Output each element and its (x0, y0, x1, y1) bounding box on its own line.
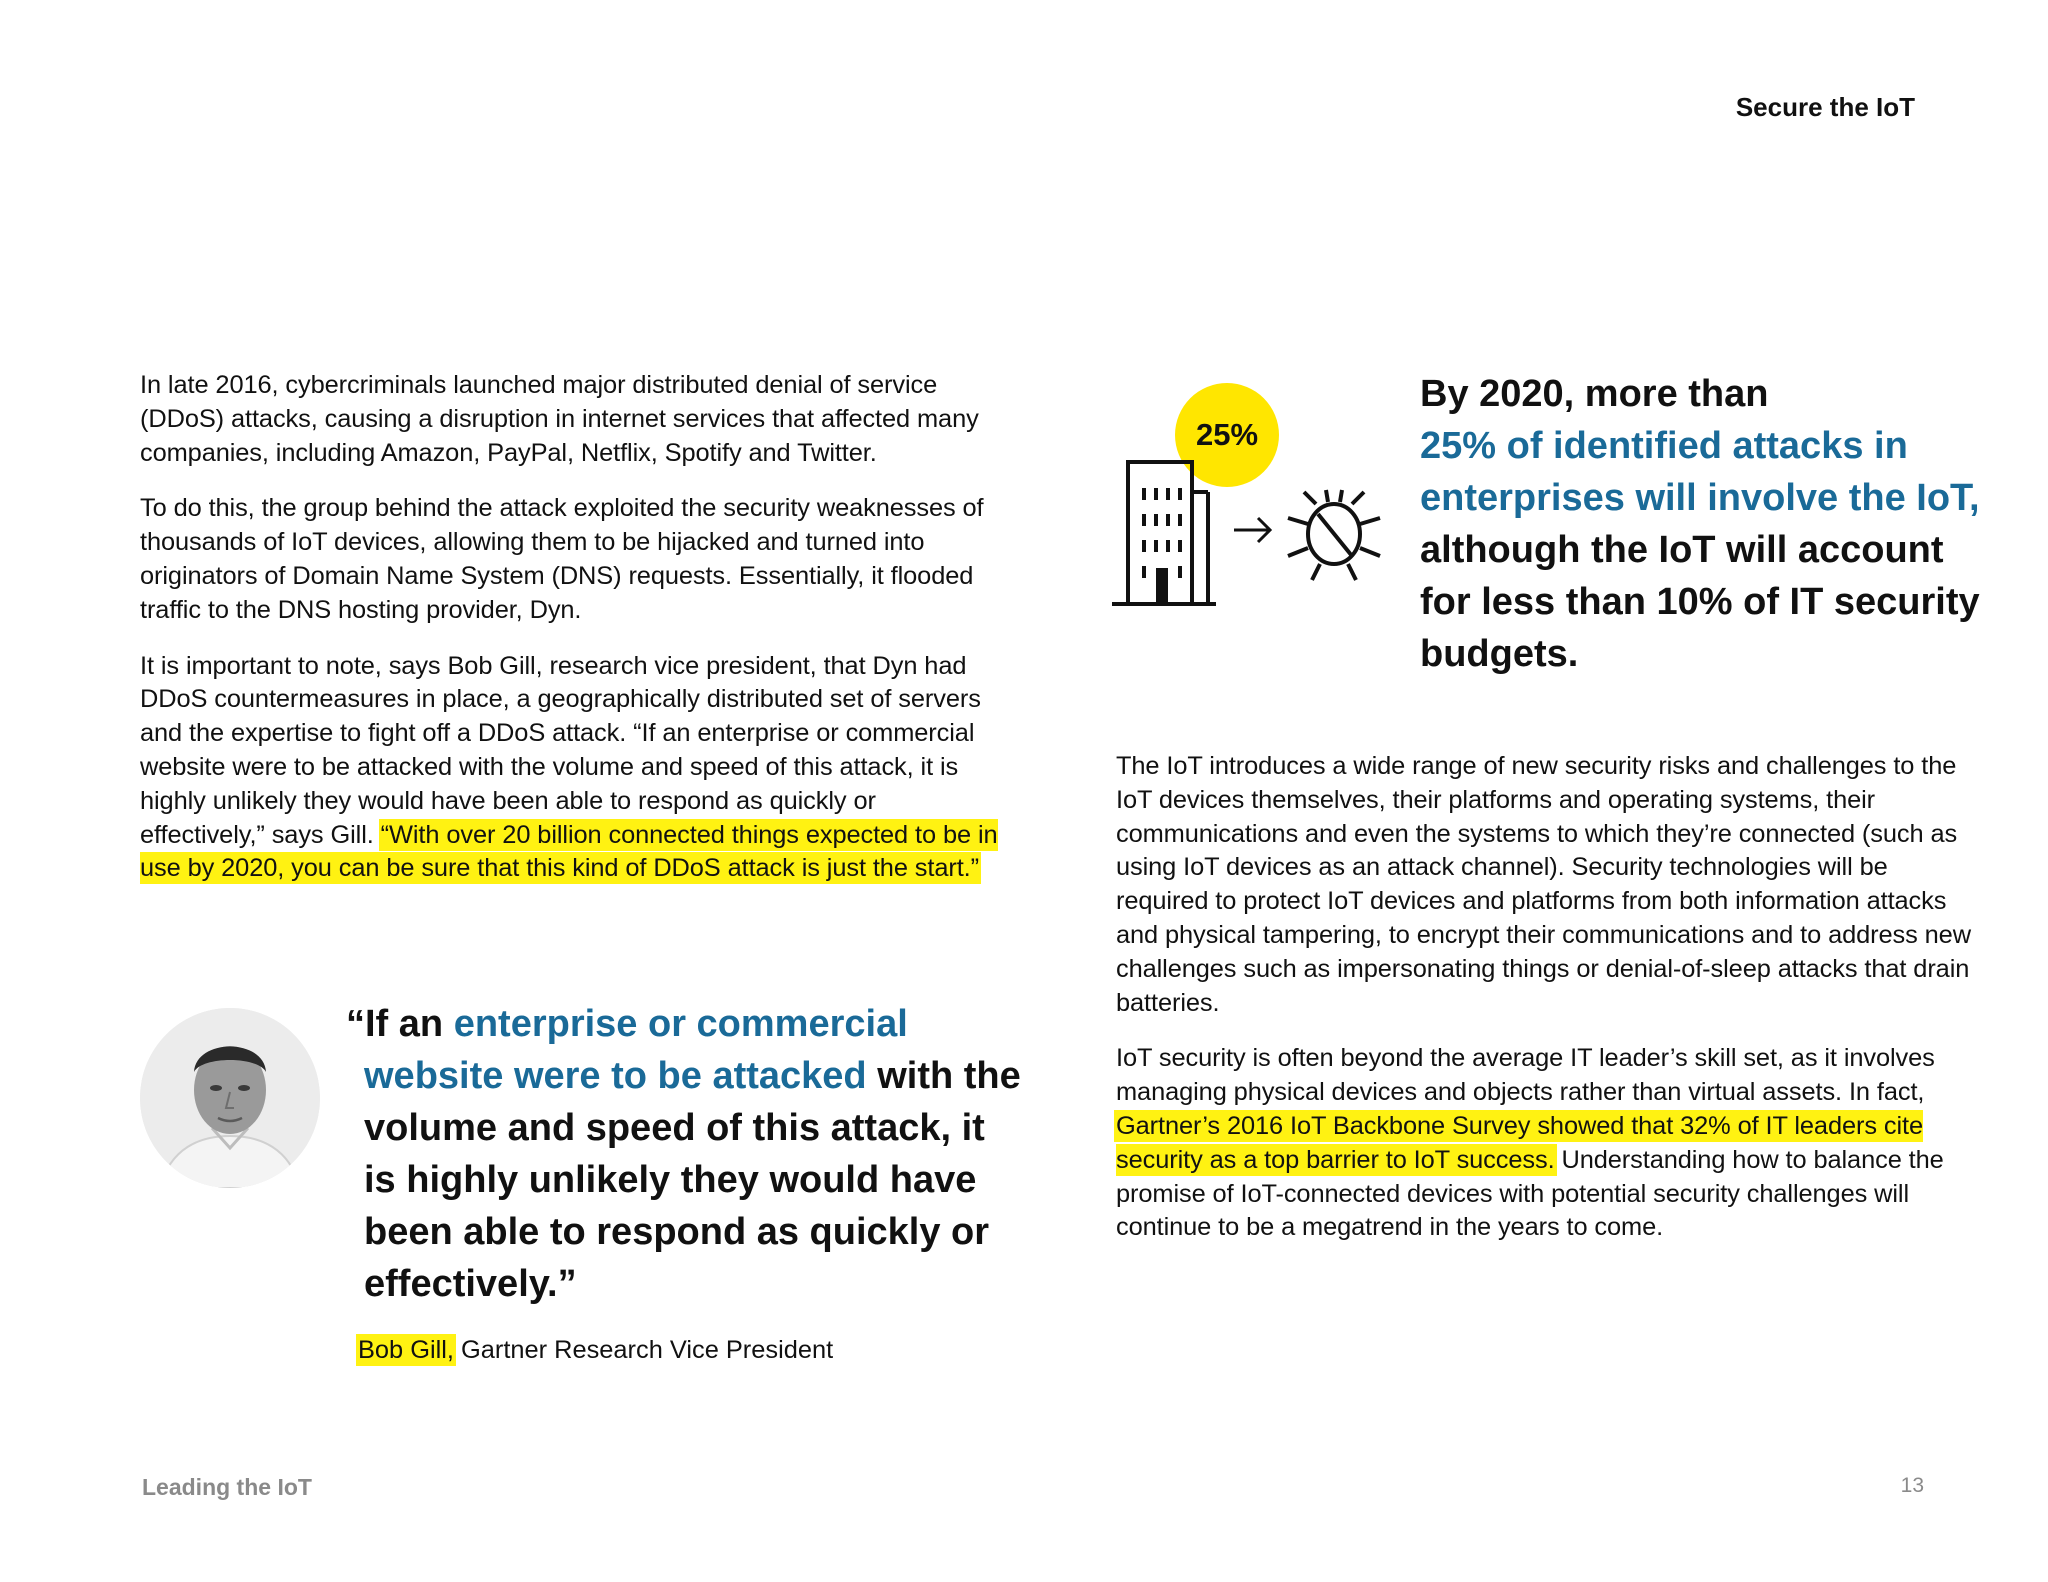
left-column (140, 369, 1000, 908)
stat-line-1: By 2020, more than (1420, 373, 1769, 415)
arrow-right-icon (1234, 518, 1270, 542)
avatar (140, 1008, 320, 1188)
highlighted-quote: “With over 20 billion connected things expected to be in use by 2020, you can be sure that this kind of DDoS attack is just the start.” (140, 820, 998, 883)
paragraph-iot-risks: The IoT introduces a wide range of new security risks and challenges to the IoT devices themselves, their platforms and operating systems, their communications and even the systems to which they’re connected (such as using IoT devices as an attack channel). Security technologies will be required to protect IoT devices and platforms from both information attacks and physical tampering, to encrypt their communications and to address new challenges such as impersonating things or denial-of-sleep attacks that drain batteries. (1116, 752, 1971, 1017)
page-number: 13 (1900, 1474, 1924, 1497)
stat-callout (1420, 368, 1980, 680)
paragraph-text-b: Understanding how to balance the promise of IoT-connected devices with potential security challenges will continue to be a megatrend in the years to come. (1116, 1145, 1944, 1242)
stat-rest-text: although the IoT will account for less than 10% of IT security budgets. (1420, 529, 1980, 675)
quote-attribution (358, 1336, 833, 1365)
paragraph-ddos-intro: In late 2016, cybercriminals launched major distributed denial of service (DDoS) attacks, causing a disruption in internet services that affected many companies, including Amazon, PayPal, Netflix, Spotify and Twitter. (140, 371, 979, 467)
attribution-role: Gartner Research Vice President (453, 1336, 834, 1364)
stat-badge-value: 25% (1195, 417, 1259, 452)
paragraph-text: It is important to note, says Bob Gill, research vice president, that Dyn had DDoS countermeasures in place, a geographically distributed set of servers and the expertise to fight off a DDoS attack. “If an enterprise or commercial website were to be attacked with the volume and speed of this attack, it is highly unlikely they would have been able to respond as quickly or effectively,” says Gill. (140, 651, 981, 849)
stat-blue-text: 25% of identified attacks in enterprises will involve the IoT, (1420, 425, 1980, 519)
quote-open: “If an (346, 1003, 454, 1045)
paragraph-text-a: IoT security is often beyond the average IT leader’s skill set, as it involves managing physical devices and objects rather than virtual assets. In fact, (1116, 1044, 1935, 1107)
bob-gill-portrait (140, 1008, 320, 1188)
paragraph-attack-method: To do this, the group behind the attack exploited the security weaknesses of thousands of IoT devices, allowing them to be hijacked and turned into originators of Domain Name System (DNS) requests. Essentially, it flooded traffic to the DNS hosting provider, Dyn. (140, 494, 984, 624)
quote-rest: with the volume and speed of this attack, it is highly unlikely they would have been able to respond as quickly or effectively.” (364, 1055, 1021, 1305)
paragraph-iot-security (1116, 1042, 1976, 1245)
highlighted-survey: Gartner’s 2016 IoT Backbone Survey showed that 32% of IT leaders cite security as a top barrier to IoT success. (1116, 1111, 1924, 1174)
bug-icon (1288, 490, 1380, 580)
footer-title: Leading the IoT (142, 1474, 312, 1500)
stat-illustration (1108, 452, 1398, 617)
section-title: Secure the IoT (1735, 92, 1915, 122)
pull-quote-text (346, 998, 1026, 1310)
building-windows (1144, 488, 1180, 604)
quote-blue-text: enterprise or commercial website were to be attacked (364, 1003, 908, 1097)
stat-rest (1420, 420, 1980, 680)
right-column (1116, 750, 1976, 1267)
pull-quote (346, 998, 1026, 1310)
paragraph-bob-gill (140, 650, 1000, 887)
attribution-name: Bob Gill, (358, 1336, 454, 1364)
